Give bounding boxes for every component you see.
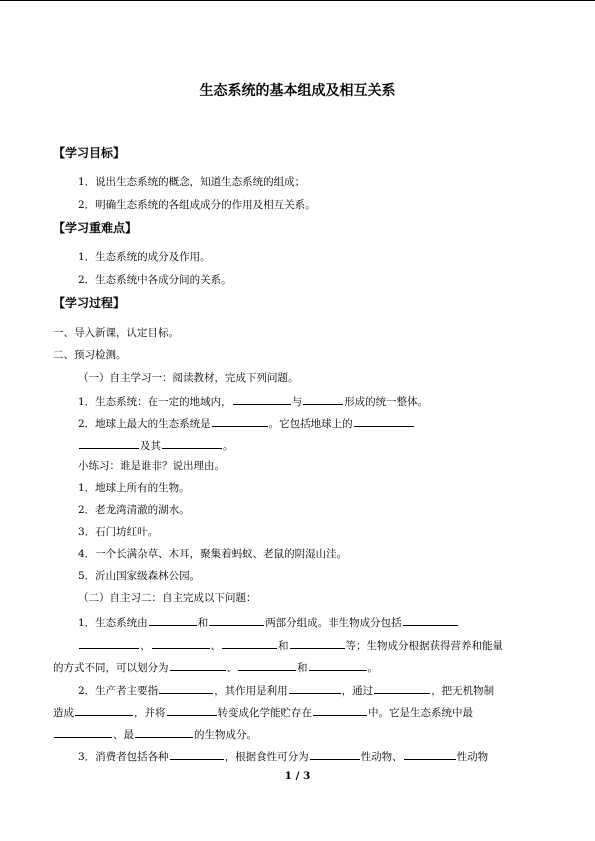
page-number: 1 / 3 (284, 770, 311, 782)
section-heading-process: 【学习过程】 (53, 296, 126, 310)
process-step: 二、预习检测。 (53, 349, 127, 361)
section-heading-goals: 【学习目标】 (53, 146, 126, 160)
practice-title: 小练习：谁是谁非？说出理由。 (78, 460, 225, 472)
goal-item: 1．说出生态系统的概念，知道生态系统的组成； (78, 176, 306, 188)
question-2-continued: 及其 。 (78, 437, 234, 453)
self2-question-1-continued: 的方式不同，可以划分为 、 和 。 (53, 659, 378, 675)
fill-blank[interactable] (233, 393, 291, 405)
fill-blank[interactable] (222, 637, 277, 649)
practice-item: 3．石门坊红叶。 (78, 526, 159, 538)
fill-blank[interactable] (152, 637, 210, 649)
fill-blank[interactable] (170, 659, 226, 671)
subsection-title: （二）自主习二：自主完成以下问题： (78, 592, 257, 604)
self2-question-2: 2．生产者主要指 ，其作用是利用 ，通过 ，把无机物制 (78, 682, 494, 698)
practice-item: 5．沂山国家级森林公园。 (78, 570, 201, 582)
fill-blank[interactable] (79, 437, 139, 449)
self2-question-3: 3．消费者包括各种 ，根据食性可分为 性动物、 性动物 (78, 748, 488, 764)
self2-question-2-continued: 、最 的生物成分。 (53, 726, 257, 742)
subsection-title: （一）自主学习一：阅读教材，完成下列问题。 (78, 372, 299, 384)
fill-blank[interactable] (159, 682, 213, 694)
goal-item: 2．明确生态系统的各组成成分的作用及相互关系。 (78, 199, 316, 211)
fill-blank[interactable] (309, 659, 367, 671)
fill-blank[interactable] (289, 682, 341, 694)
fill-blank[interactable] (170, 748, 224, 760)
fill-blank[interactable] (374, 682, 430, 694)
fill-blank[interactable] (54, 726, 112, 738)
top-rule (0, 0, 595, 1)
fill-blank[interactable] (303, 393, 343, 405)
process-step: 一、导入新课，认定目标。 (53, 327, 179, 339)
page-title: 生态系统的基本组成及相互关系 (199, 83, 396, 99)
fill-blank[interactable] (79, 637, 139, 649)
question-1: 1．生态系统：在一定的地域内， 与 形成的统一整体。 (78, 393, 428, 409)
fill-blank[interactable] (403, 614, 458, 626)
fill-blank[interactable] (404, 748, 456, 760)
self2-question-2-continued: 造成 ，并将 转变成化学能贮存在 中。它是生态系统中最 (53, 704, 473, 720)
question-2: 2．地球上最大的生态系统是 。它包括地球上的 (78, 415, 415, 431)
fill-blank[interactable] (149, 614, 197, 626)
section-heading-key-points: 【学习重难点】 (53, 221, 138, 235)
key-point-item: 1．生态系统的成分及作用。 (78, 251, 211, 263)
fill-blank[interactable] (209, 614, 264, 626)
fill-blank[interactable] (310, 748, 360, 760)
self2-question-1: 1．生态系统由 和 两部分组成。非生物成分包括 (78, 614, 459, 630)
key-point-item: 2．生态系统中各成分间的关系。 (78, 274, 232, 286)
practice-item: 4．一个长满杂草、木耳，聚集着蚂蚁、老鼠的阴湿山洼。 (78, 548, 348, 560)
self2-question-1-continued: 、 、 和 等；生物成分根据获得营养和能量 (78, 637, 503, 653)
fill-blank[interactable] (354, 415, 414, 427)
fill-blank[interactable] (212, 415, 268, 427)
fill-blank[interactable] (162, 437, 222, 449)
fill-blank[interactable] (313, 704, 367, 716)
practice-item: 2．老龙湾清澈的湖水。 (78, 504, 190, 516)
fill-blank[interactable] (167, 704, 217, 716)
fill-blank[interactable] (290, 637, 345, 649)
fill-blank[interactable] (135, 726, 193, 738)
practice-item: 1．地球上所有的生物。 (78, 482, 190, 494)
fill-blank[interactable] (75, 704, 133, 716)
fill-blank[interactable] (238, 659, 296, 671)
